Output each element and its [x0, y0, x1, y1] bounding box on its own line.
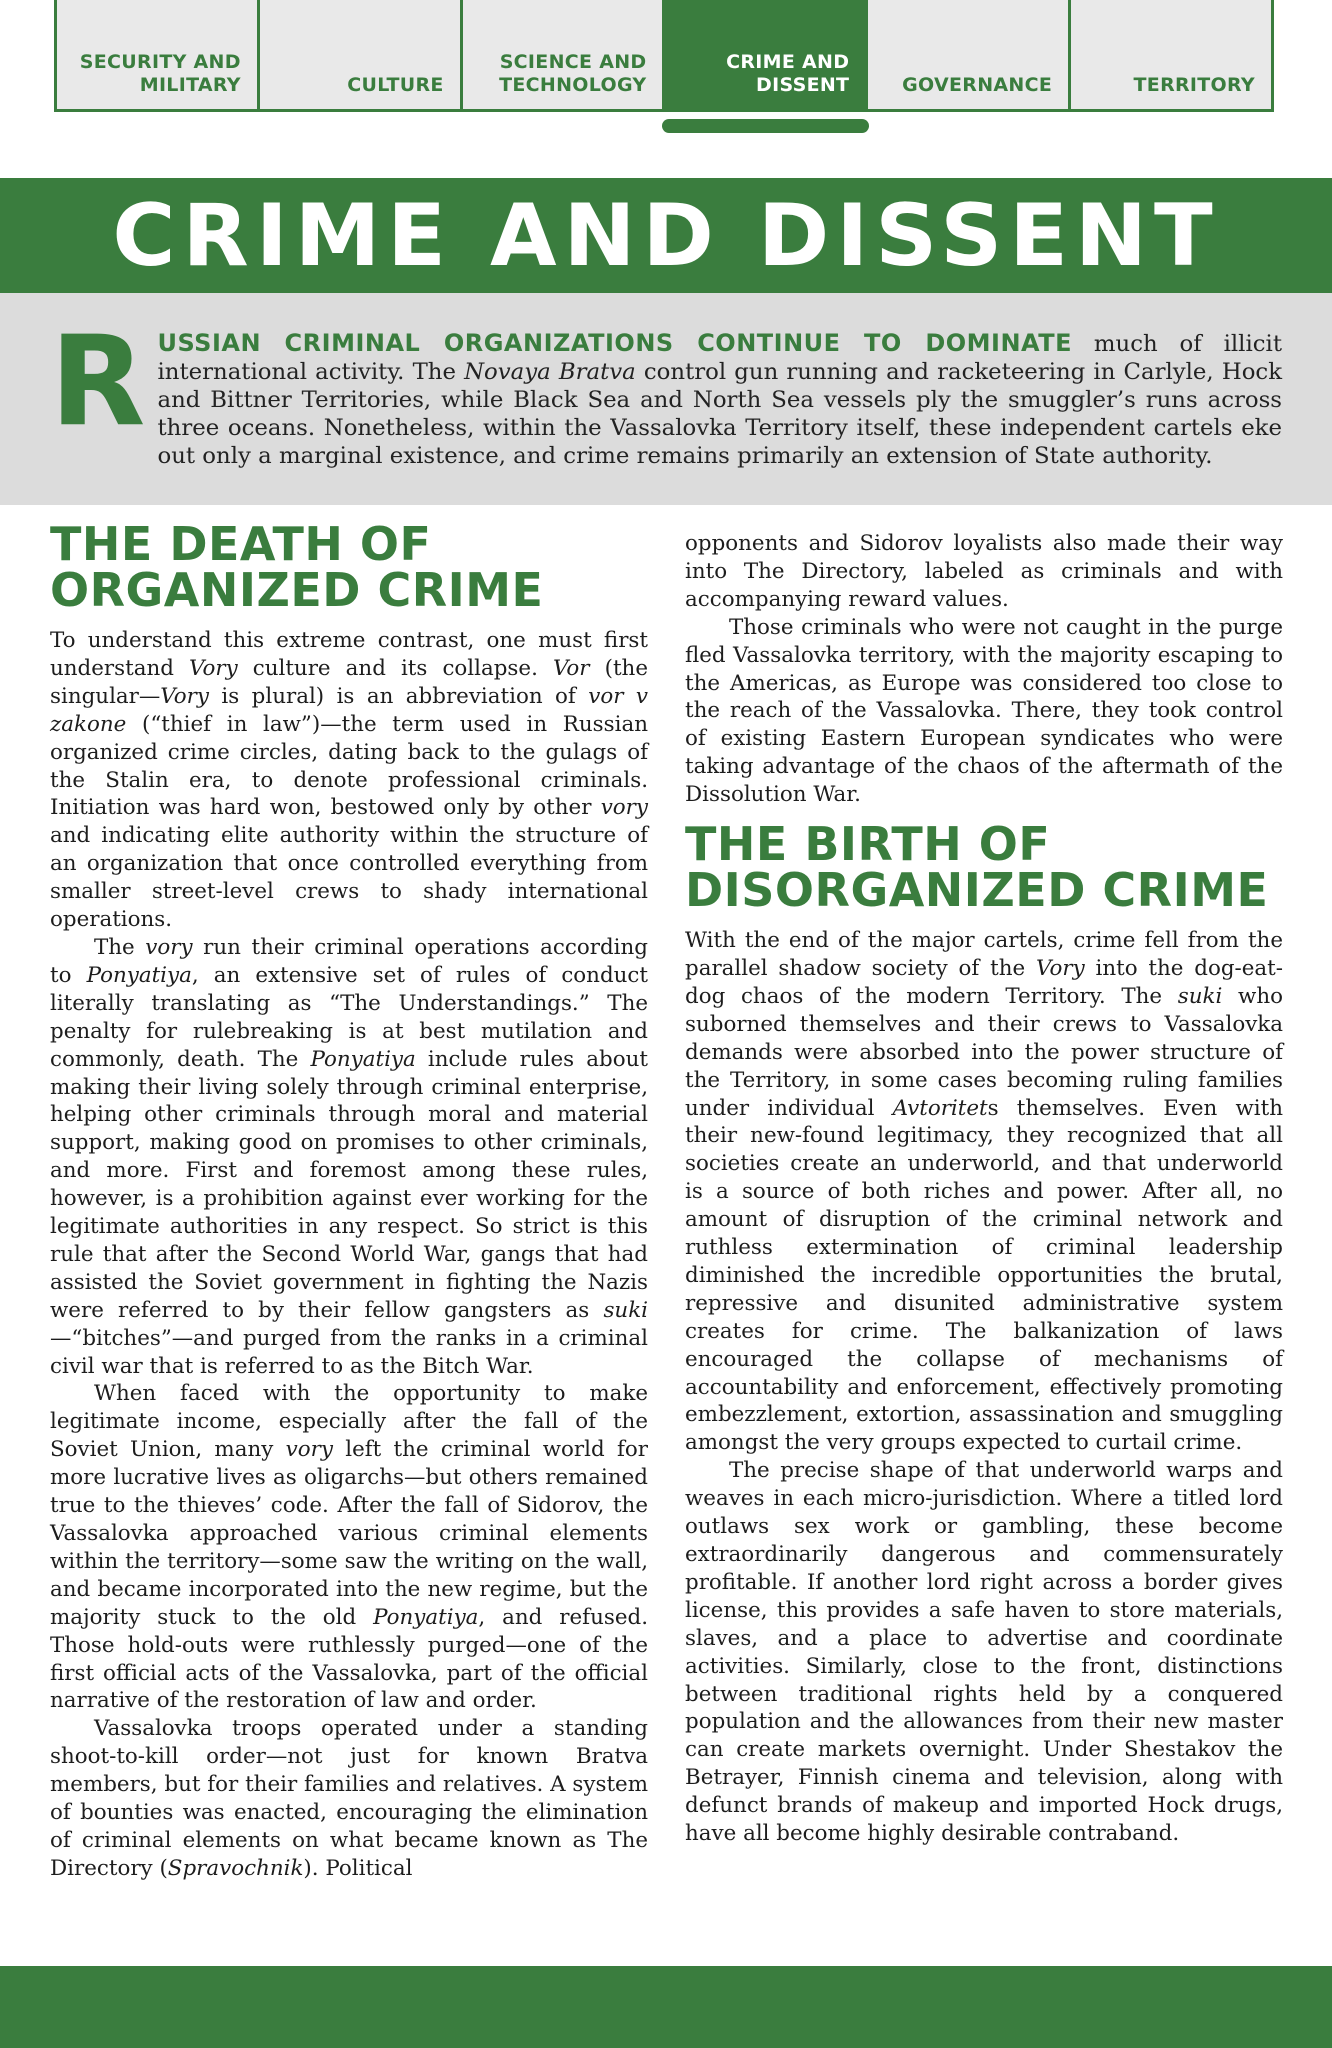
tab-culture[interactable]	[257, 0, 460, 112]
tab-label: SCIENCE AND TECHNOLOGY	[499, 51, 647, 96]
italic-term: vory	[145, 934, 193, 960]
text: run their criminal operations according to	[50, 934, 648, 988]
text: (“thief in law”)—the term used in Russian organized crime circles, dating back to the gulags of the Stalin era, to denote professional criminals. Initiation was hard won, bestowed only by other	[50, 711, 648, 821]
text: , and refused. Those hold-outs were ruthlessly purged—one of the first official acts of the Vassalovka, part of the official narrative of the restoration of law and order.	[50, 1604, 648, 1714]
intro-text: much of illicit international activity. The	[157, 331, 1282, 385]
tab-security-and-military[interactable]	[54, 0, 257, 112]
text: , an extensive set of rules of conduct literally translating as “The Understandings.” The penalty for rulebreaking is at best mutilation and commonly, death. The	[50, 962, 648, 1072]
text: With the end of the major cartels, crime fell from the parallel shadow society of the	[685, 928, 1283, 981]
paragraph	[50, 1715, 648, 1882]
italic-term: vor v zakone	[50, 683, 648, 737]
text: —“bitches”—and purged from the ranks in a criminal civil war that is referred to as the Bitch War.	[50, 1325, 648, 1379]
tab-label: SECURITY AND MILITARY	[79, 51, 241, 96]
paragraph	[685, 927, 1283, 1457]
italic-term: Avtoritet	[892, 1095, 988, 1121]
italic-term: Vory	[189, 655, 238, 681]
active-tab-indicator	[662, 119, 869, 133]
tab-territory[interactable]	[1068, 0, 1274, 112]
text: into the dog-eat-dog chaos of the modern Territory. The	[685, 955, 1283, 1009]
text: When faced with the opportunity to make legitimate income, especially after the fall of the Soviet Union, many	[50, 1381, 648, 1463]
tab-label: GOVERNANCE	[902, 74, 1053, 96]
italic-term: vory	[285, 1437, 333, 1463]
text: culture and its collapse.	[237, 655, 553, 681]
paragraph	[50, 627, 648, 934]
text: left the criminal world for more lucrative lives as oligarchs—but others remained true to the thieves’ code. After the fall of Sidorov, the Vassalovka approached various criminal elements within the territory—some saw the writing on the wall, and became incorporated into the new regime, but the majority stuck to the old	[50, 1437, 649, 1630]
tab-governance[interactable]	[865, 0, 1068, 112]
tab-label: CRIME AND DISSENT	[726, 51, 850, 96]
text: and indicating elite authority within the structure of an organization that once controlled everything from smaller street-level crews to shady international operations.	[50, 823, 648, 933]
italic-term: Spravochnik	[167, 1855, 304, 1881]
text: The	[94, 934, 146, 960]
section-heading-death-of-organized-crime: THE DEATH OF ORGANIZED CRIME	[50, 517, 544, 617]
text: (the singular—	[50, 655, 648, 709]
page-title: CRIME AND DISSENT	[112, 185, 1220, 286]
left-column	[50, 515, 648, 1883]
paragraph: The precise shape of that underworld warps and weaves in each micro-jurisdiction. Where a titled lord outlaws sex work or gambling, these become extraordinarily dangerous and commensurately profitable. If another lord right across a border gives license, this provides a safe haven to store materials, slaves, and a place to advertise and coordinate activities. Similarly, close to the front, distinctions between traditional rights held by a conquered population and the allowances from their new master can create markets overnight. Under Shestakov the Betrayer, Finnish cinema and television, along with defunct brands of makeup and imported Hock drugs, have all become highly desirable contraband.	[685, 1458, 1283, 1847]
tab-science-and-technology[interactable]	[460, 0, 663, 112]
intro-box	[0, 293, 1332, 505]
italic-term: Ponyatiya	[373, 1604, 479, 1630]
lead-in: USSIAN CRIMINAL ORGANIZATIONS CONTINUE TO DOMINATE	[157, 329, 1073, 357]
paragraph	[50, 1380, 648, 1715]
right-column	[685, 530, 1283, 1848]
tab-label: TERRITORY	[1133, 74, 1255, 96]
text: s themselves. Even with their new-found legitimacy, they recognized that all societies create an underworld, and that underworld is a source of both riches and power. After all, no amount of disruption of the criminal network and ruthless extermination of criminal leadership diminished the incredible opportunities the brutal, repressive and disunited administrative system creates for crime. The balkanization of laws encouraged the collapse of mechanisms of accountability and enforcement, effectively promoting embezzlement, extortion, assassination and smuggling amongst the very groups expected to curtail crime.	[685, 1095, 1283, 1456]
text: include rules about making their living solely through criminal enterprise, helping other criminals through moral and material support, making good on promises to other criminals, and more. First and foremost among these rules, however, is a prohibition against ever working for the legitimate authorities in any respect. So strict is this rule that after the Second World War, gangs that had assisted the Soviet government in fighting the Nazis were referred to by their fellow gangsters as	[50, 1046, 648, 1323]
paragraph: Those criminals who were not caught in the purge fled Vassalovka territory, with the majority escaping to the Americas, as Europe was considered too close to the reach of the Vassalovka. There, they took control of existing Eastern European syndicates who were taking advantage of the chaos of the aftermath of the Dissolution War.	[685, 614, 1283, 808]
italic-term: vory	[600, 795, 648, 821]
paragraph: opponents and Sidorov loyalists also made their way into The Directory, labeled as criminals and with accompanying reward values.	[685, 531, 1283, 612]
italic-term: suki	[603, 1297, 648, 1323]
italic-term: Ponyatiya	[86, 962, 192, 988]
text: Vassalovka troops operated under a standing shoot-to-kill order—not just for known Bratva members, but for their families and relatives. A system of bounties was enacted, encouraging the elimination of criminal elements on what became known as The Directory (	[50, 1716, 648, 1881]
section-tabs	[54, 0, 1274, 112]
text: To understand this extreme contrast, one must first understand	[50, 628, 648, 681]
paragraph	[50, 934, 648, 1381]
text: ). Political	[303, 1855, 413, 1881]
intro-paragraph	[50, 310, 1283, 470]
italic-term: Vory	[160, 683, 209, 709]
italic-term: Vor	[552, 655, 590, 681]
tab-crime-and-dissent[interactable]	[662, 0, 865, 112]
intro-italic: Novaya Bratva	[464, 359, 636, 385]
section-heading-birth-of-disorganized-crime: THE BIRTH OF DISORGANIZED CRIME	[685, 817, 1269, 918]
drop-cap: R	[50, 310, 146, 454]
tab-label: CULTURE	[347, 74, 444, 96]
italic-term: Ponyatiya	[310, 1046, 416, 1072]
intro-text: control gun running and racketeering in Carlyle, Hock and Bittner Territories, while Black Sea and North Sea vessels ply the smuggler’s runs across three oceans. Nonetheless, within the Vassalovka Territory itself, these independent cartels eke out only a marginal existence, and crime remains primarily an extension of State authority.	[157, 359, 1283, 469]
text: who suborned themselves and their crews to Vassalovka demands were absorbed into the power structure of the Territory, in some cases becoming ruling families under individual	[685, 983, 1283, 1121]
italic-term: Vory	[1035, 955, 1085, 981]
italic-term: suki	[1177, 983, 1223, 1009]
title-banner	[0, 178, 1332, 293]
text: is plural) is an abbreviation of	[208, 683, 589, 709]
footer-band	[0, 1966, 1332, 2048]
